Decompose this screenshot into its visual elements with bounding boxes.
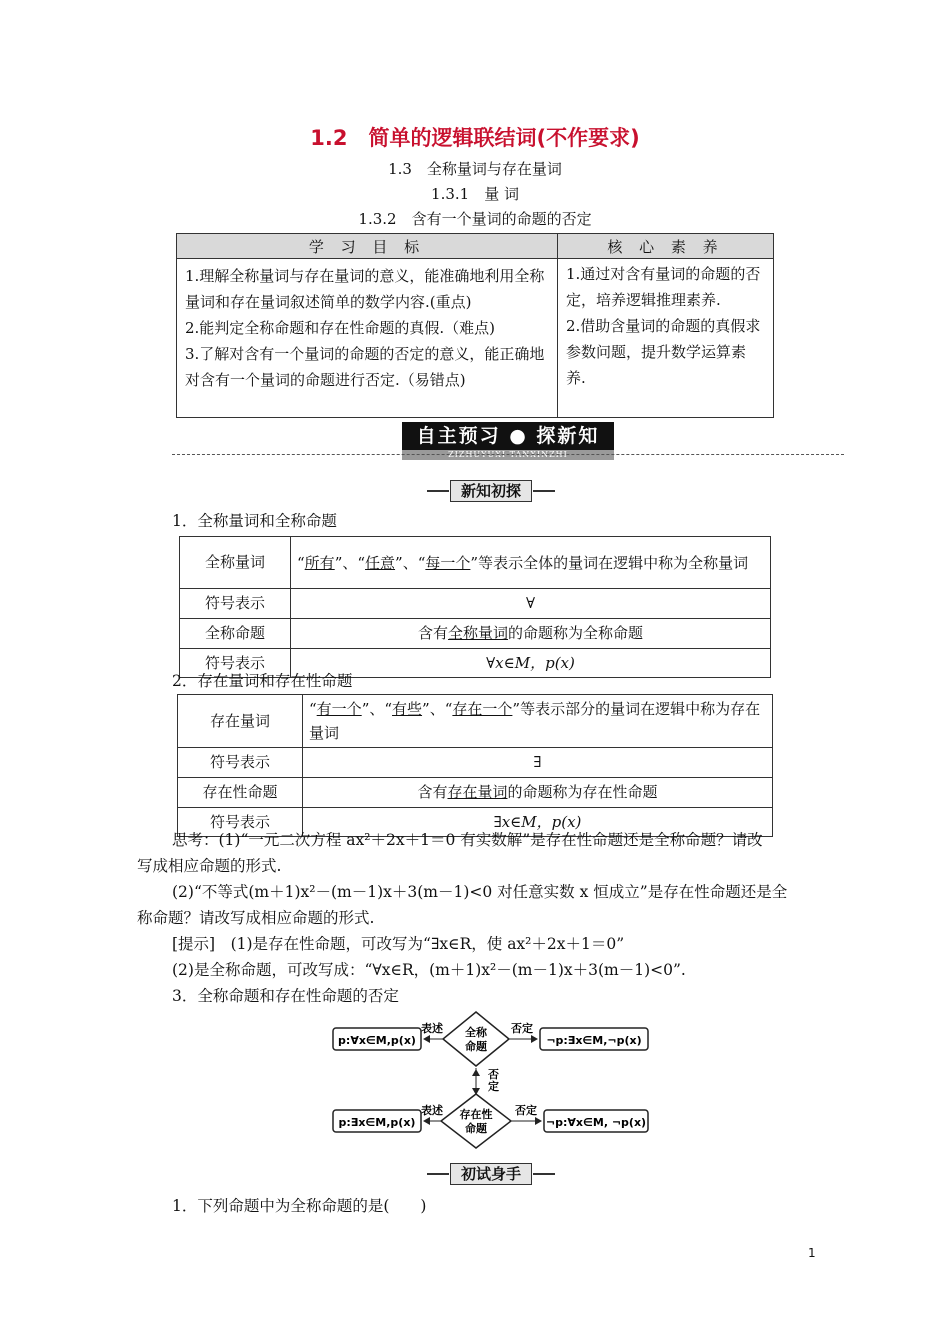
subtitle-1: 1.3 全称量词与存在量词 xyxy=(388,160,562,178)
goals-header-right: 核 心 素 养 xyxy=(558,234,774,259)
t1-label-symbol: 符号表示 xyxy=(180,589,291,619)
t2-q2: 有些 xyxy=(392,700,423,718)
universal-table xyxy=(179,536,771,678)
diamond-universal-line1: 全称 xyxy=(465,1026,487,1039)
t2-label-prop: 存在性命题 xyxy=(178,777,303,807)
t2-prop-u: 存在量词 xyxy=(447,782,508,801)
t1-q1: 所有 xyxy=(304,553,335,572)
box-bottom-right-text: ¬p:∀x∈M, ¬p(x) xyxy=(545,1116,647,1129)
box-top-left-text: p:∀x∈M,p(x) xyxy=(338,1034,416,1047)
goals-left-cell xyxy=(177,259,558,418)
hint-line-2: (2)是全称命题，可改写成：“∀x∈R，(m＋1)x²－(m－1)x＋3(m－1)<0”. xyxy=(172,961,686,979)
banner-main: 自主预习 ● 探新知 xyxy=(402,422,614,450)
subtitle-3: 1.3.2 含有一个量词的命题的否定 xyxy=(358,210,592,228)
hint-line-1: [提示] (1)是存在性命题，可改写为“∃x∈R，使 ax²＋2x＋1＝0” xyxy=(172,935,625,953)
diamond-universal xyxy=(443,1012,509,1066)
heading-negation: 3．全称命题和存在性命题的否定 xyxy=(172,987,399,1005)
think-line-3: (2)“不等式(m＋1)x²－(m－1)x＋3(m－1)<0 对任意实数 x 恒成立”是存在性命题还是全 xyxy=(172,883,788,901)
subtitle-2: 1.3.1 量 词 xyxy=(431,185,519,203)
goals-table xyxy=(176,233,774,418)
t2-symbol-form: ∃x∈M，p(x) xyxy=(303,807,773,837)
t2-symbol: ∃ xyxy=(303,748,773,778)
negation-diagram xyxy=(330,1010,655,1160)
t1-prop-post: 的命题称为全称命题 xyxy=(508,623,644,642)
think-line-2: 写成相应命题的形式. xyxy=(137,857,282,875)
t2-prop-post: 的命题称为存在性命题 xyxy=(507,782,658,801)
label-express-top: 表述 xyxy=(421,1022,443,1035)
t2-label-quantifier: 存在量词 xyxy=(178,695,303,748)
page-title: 1.2 简单的逻辑联结词(不作要求) xyxy=(310,126,640,150)
literacy-item: 2.借助含量词的命题的真假求参数问题，提升数学运算素养. xyxy=(566,317,761,387)
t1-rest: ”等表示全体的量词在逻辑中称为全称量词 xyxy=(470,553,749,572)
goal-item: 1.理解全称量词与存在量词的意义，能准确地利用全称量词和存在量词叙述简单的数学内容.(重点) xyxy=(185,267,545,311)
t2-rest: ”等表示部分的量词在逻辑中称为存在量词 xyxy=(309,700,761,742)
t1-label-quantifier: 全称量词 xyxy=(180,537,291,589)
diamond-existential-line2: 命题 xyxy=(465,1122,487,1135)
t1-label-symbol2: 符号表示 xyxy=(180,648,291,678)
t2-label-symbol2: 符号表示 xyxy=(178,807,303,837)
divider xyxy=(172,454,844,455)
t1-q2: 任意 xyxy=(365,553,396,572)
box-top-right-text: ¬p:∃x∈M,¬p(x) xyxy=(546,1034,642,1047)
label-negate-top: 否定 xyxy=(511,1022,533,1035)
goal-item: 3.了解对含有一个量词的命题的否定的意义，能正确地对含有一个量词的命题进行否定.（易错点) xyxy=(185,345,545,389)
section-tag-try: 初试身手 xyxy=(450,1163,532,1185)
diamond-universal-line2: 命题 xyxy=(465,1040,487,1053)
t1-prop-u: 全称量词 xyxy=(447,623,508,642)
think-line-4: 称命题？请改写成相应命题的形式. xyxy=(137,909,375,927)
existential-table xyxy=(177,694,773,837)
goal-item: 2.能判定全称命题和存在性命题的真假.（难点) xyxy=(185,319,495,337)
t1-prop-pre: 含有 xyxy=(417,623,448,642)
t1-q3: 每一个 xyxy=(425,553,471,572)
diamond-existential xyxy=(441,1094,511,1148)
t2-prop-pre: 含有 xyxy=(417,782,448,801)
label-express-bottom: 表述 xyxy=(421,1104,443,1117)
question-1: 1．下列命题中为全称命题的是( ) xyxy=(172,1197,427,1215)
goals-header-left: 学 习 目 标 xyxy=(177,234,558,259)
t1-symbol: ∀ xyxy=(291,589,771,619)
t1-symbol-form: ∀x∈M，p(x) xyxy=(291,648,771,678)
label-vertical-1: 否 xyxy=(488,1068,499,1081)
t2-def-quantifier: “有一个”、“有些”、“存在一个”等表示部分的量词在逻辑中称为存在量词 xyxy=(303,695,773,748)
t1-label-prop: 全称命题 xyxy=(180,618,291,648)
section-tag-new-knowledge: 新知初探 xyxy=(450,480,532,502)
box-bottom-left-text: p:∃x∈M,p(x) xyxy=(338,1116,416,1129)
t2-label-symbol: 符号表示 xyxy=(178,748,303,778)
label-vertical-2: 定 xyxy=(488,1080,499,1093)
heading-universal: 1．全称量词和全称命题 xyxy=(172,512,337,530)
t2-q1: 有一个 xyxy=(316,700,362,718)
think-line-1: 思考：(1)“一元二次方程 ax²＋2x＋1＝0 有实数解”是存在性命题还是全称命题？请改 xyxy=(172,831,763,849)
t1-prop-def xyxy=(291,618,771,648)
goals-right-cell xyxy=(558,259,774,418)
banner-sub: ZIZHUYUXI TANXINZHI xyxy=(402,450,614,460)
t1-def-quantifier: “所有”、“任意”、“每一个”等表示全体的量词在逻辑中称为全称量词 xyxy=(291,537,771,589)
t2-q3: 存在一个 xyxy=(452,700,513,718)
literacy-item: 1.通过对含有量词的命题的否定，培养逻辑推理素养. xyxy=(566,265,761,309)
page-number: 1 xyxy=(808,1246,816,1260)
heading-existential: 2．存在量词和存在性命题 xyxy=(172,672,353,690)
label-negate-bottom: 否定 xyxy=(515,1104,537,1117)
t2-prop-def xyxy=(303,777,773,807)
diamond-existential-line1: 存在性 xyxy=(459,1108,493,1121)
